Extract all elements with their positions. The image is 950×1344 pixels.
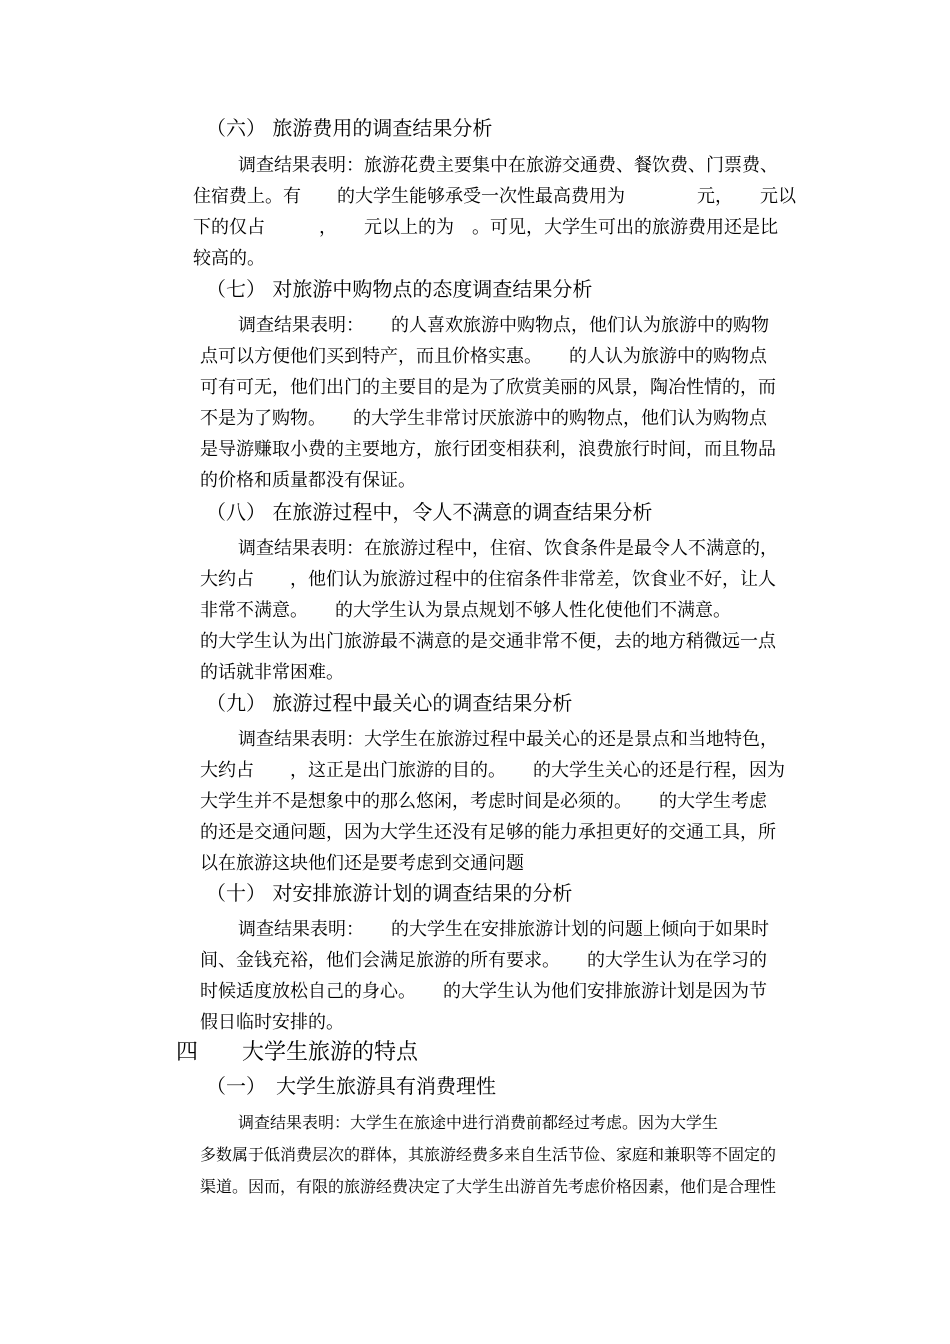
para-7-line-2: 点可以方便他们买到特产，而且价格实惠。 的人认为旅游中的购物点 [200, 346, 767, 367]
para-6-line-1: 调查结果表明：旅游花费主要集中在旅游交通费、餐饮费、门票费、 [238, 155, 778, 176]
para-7-line-3: 可有可无，他们出门的主要目的是为了欣赏美丽的风景，陶冶性情的，而 [200, 377, 776, 398]
para-9-line-4: 的还是交通问题，因为大学生还没有足够的能力承担更好的交通工具，所 [200, 822, 776, 843]
para-4-1-line-1: 调查结果表明：大学生在旅途中进行消费前都经过考虑。因为大学生 [238, 1113, 719, 1132]
para-9-line-1: 调查结果表明：大学生在旅游过程中最关心的还是景点和当地特色， [238, 729, 778, 750]
para-8-line-4: 的大学生认为出门旅游最不满意的是交通非常不便，去的地方稍微远一点 [200, 631, 776, 652]
para-10-line-4: 假日临时安排的。 [200, 1012, 344, 1033]
para-4-1-line-3: 渠道。因而，有限的旅游经费决定了大学生出游首先考虑价格因素，他们是合理性 [200, 1177, 777, 1196]
heading-7: （七） 对旅游中购物点的态度调查结果分析 [206, 277, 593, 301]
para-9-line-3: 大学生并不是想象中的那么悠闲，考虑时间是必须的。 的大学生考虑 [200, 791, 767, 812]
para-6-line-4: 较高的。 [193, 248, 265, 269]
heading-9: （九） 旅游过程中最关心的调查结果分析 [206, 691, 573, 715]
heading-8: （八） 在旅游过程中，令人不满意的调查结果分析 [206, 500, 653, 524]
heading-6: （六） 旅游费用的调查结果分析 [206, 116, 493, 140]
para-9-line-5: 以在旅游这块他们还是要考虑到交通问题 [200, 853, 524, 874]
para-8-line-2: 大约占 ，他们认为旅游过程中的住宿条件非常差，饮食业不好，让人 [200, 569, 776, 590]
para-10-line-2: 间、金钱充裕，他们会满足旅游的所有要求。 的大学生认为在学习的 [200, 950, 767, 971]
para-10-line-1: 调查结果表明： 的大学生在安排旅游计划的问题上倾向于如果时 [238, 919, 769, 940]
para-8-line-5: 的话就非常困难。 [200, 662, 344, 683]
para-7-line-4: 不是为了购物。 的大学生非常讨厌旅游中的购物点，他们认为购物点 [200, 408, 767, 429]
para-7-line-5: 是导游赚取小费的主要地方，旅行团变相获利，浪费旅行时间，而且物品 [200, 439, 776, 460]
para-6-line-3: 下的仅占 ， 元以上的为 。可见，大学生可出的旅游费用还是比 [193, 217, 778, 238]
para-9-line-2: 大约占 ，这正是出门旅游的目的。 的大学生关心的还是行程，因为 [200, 760, 785, 781]
heading-4-1: （一） 大学生旅游具有消费理性 [206, 1074, 496, 1098]
para-7-line-6: 的价格和质量都没有保证。 [200, 470, 416, 491]
para-4-1-line-2: 多数属于低消费层次的群体，其旅游经费多来自生活节俭、家庭和兼职等不固定的 [200, 1145, 777, 1164]
para-6-line-2: 住宿费上。有 的大学生能够承受一次性最高费用为 元， 元以 [193, 186, 796, 207]
heading-10: （十） 对安排旅游计划的调查结果的分析 [206, 881, 573, 905]
section-4-title: 四 大学生旅游的特点 [176, 1040, 419, 1065]
para-7-line-1: 调查结果表明： 的人喜欢旅游中购物点，他们认为旅游中的购物 [238, 315, 769, 336]
para-8-line-1: 调查结果表明：在旅游过程中，住宿、饮食条件是最令人不满意的， [238, 538, 778, 559]
para-10-line-3: 时候适度放松自己的身心。 的大学生认为他们安排旅游计划是因为节 [200, 981, 767, 1002]
para-8-line-3: 非常不满意。 的大学生认为景点规划不够人性化使他们不满意。 [200, 600, 731, 621]
